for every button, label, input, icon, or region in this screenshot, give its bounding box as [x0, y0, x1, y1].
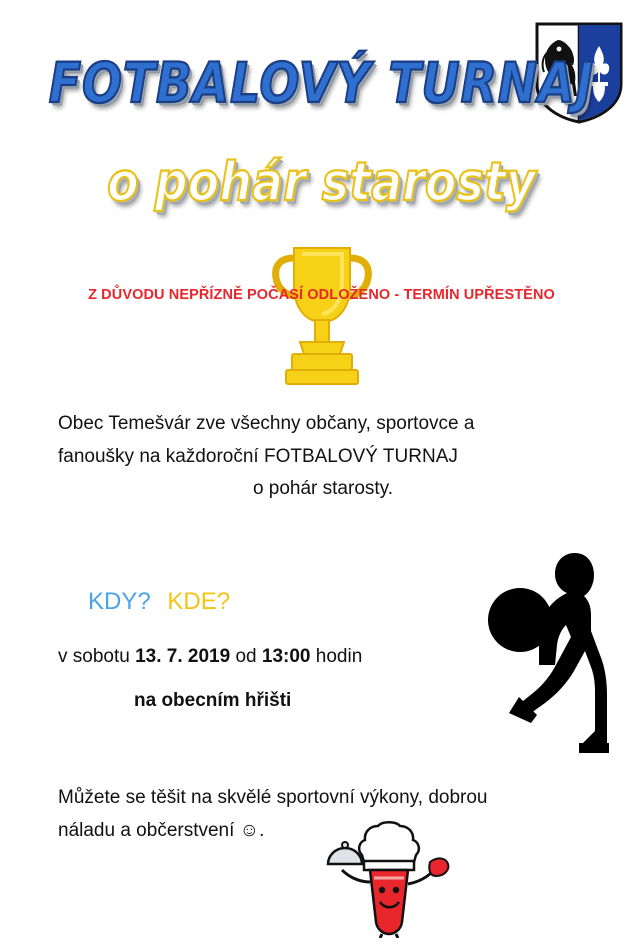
when-suffix: hodin: [310, 646, 363, 667]
invitation-line-2: fanoušky na každoroční FOTBALOVÝ TURNAJ: [58, 445, 458, 467]
chef-drink-mascot-icon: [322, 812, 454, 938]
closing-paragraph: [58, 782, 578, 847]
event-when-line: [58, 646, 362, 668]
event-where-line: na obecním hřišti: [134, 690, 292, 711]
when-time: 13:00: [261, 646, 311, 667]
question-kdy: KDY?: [88, 588, 151, 615]
trophy-icon: [262, 238, 382, 390]
poster-title-sub-wrap: [0, 150, 643, 213]
poster-title-main-wrap: [0, 51, 643, 117]
poster-title-main: FOTBALOVÝ TURNAJ: [48, 51, 595, 117]
when-date: 13. 7. 2019: [135, 646, 231, 667]
footballer-silhouette-icon: [479, 545, 609, 760]
postponement-notice: Z DŮVODU NEPŘÍZNĚ POČASÍ ODLOŽENO - TERMÍN UPŘESTĚNO: [88, 287, 555, 303]
poster-title-sub: o pohár starosty: [107, 150, 536, 213]
when-middle: od: [230, 646, 262, 667]
invitation-line-1: Obec Temešvár zve všechny občany, sportovce a: [58, 413, 475, 434]
closing-line-1: Můžete se těšit na skvělé sportovní výkony, dobrou: [58, 787, 488, 808]
question-kde: KDE?: [167, 588, 231, 615]
when-prefix: v sobotu: [58, 646, 136, 667]
closing-line-2: náladu a občerstvení ☺.: [58, 819, 265, 841]
invitation-line-3: o pohár starosty.: [252, 478, 394, 500]
invitation-paragraph: [58, 408, 578, 506]
questions-row: [88, 588, 230, 616]
